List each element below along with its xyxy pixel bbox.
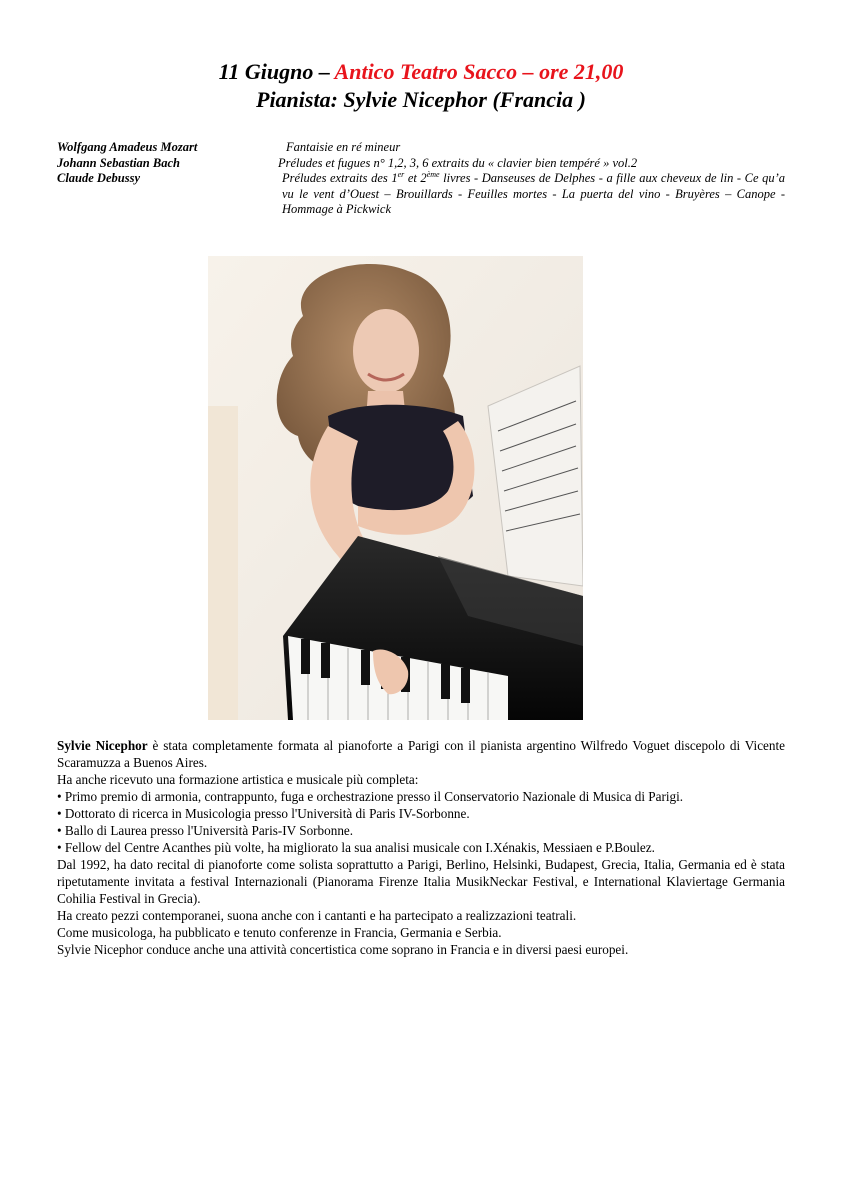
bio-line: Dal 1992, ha dato recital di pianoforte come solista soprattutto a Parigi, Berlino, Helsinki, Budapest, Grecia, Italia, Germania ed è stata ripetutamente invitata a festival Internazionali (Pianorama Firenze Italia MusikNeckar Festival, e International Klaviertage Germania Cohilia Festival in Grecia). (57, 857, 785, 906)
bio-line: • Primo premio di armonia, contrappunto, fuga e orchestrazione presso il Conservatorio Nazionale di Musica di Parigi. (57, 789, 684, 804)
work-title: Fantaisie en ré mineur (286, 140, 401, 154)
bio-line: Sylvie Nicephor conduce anche una attività concertistica come soprano in Francia e in diversi paesi europei. (57, 942, 629, 957)
program-list (57, 140, 785, 218)
composer-name: Johann Sebastian Bach (57, 155, 180, 170)
biography (57, 737, 785, 958)
concert-date: 11 Giugno – (218, 59, 335, 84)
bio-line: Come musicologa, ha pubblicato e tenuto conferenze in Francia, Germania e Serbia. (57, 925, 502, 940)
composer-name: Wolfgang Amadeus Mozart (57, 140, 198, 154)
bio-line: Ha creato pezzi contemporanei, suona anche con i cantanti e ha partecipato a realizzazioni teatrali. (57, 908, 577, 923)
composer-name: Claude Debussy (57, 171, 140, 185)
bio-intro: Sylvie Nicephor è stata completamente formata al pianoforte a Parigi con il pianista argentino Wilfredo Voguet discepolo di Vicente Scaramuzza a Buenos Aires. (57, 738, 786, 770)
bio-line: • Fellow del Centre Acanthes più volte, ha migliorato la sua analisi musicale con I.Xénakis, Messiaen e P.Boulez. (57, 840, 655, 855)
date-line (0, 58, 842, 86)
bio-name: Sylvie Nicephor (57, 738, 148, 753)
pianist-subtitle: Pianista: Sylvie Nicephor (Francia ) (256, 87, 586, 112)
work-title: Préludes extraits des 1er et 2ème livres - Danseuses de Delphes - a fille aux cheveux de lin - Ce qu’a vu le vent d’Ouest – Brouillards - Feuilles mortes - La puerta del vino - Bruyères – Canope - Hommage à Pickwick (282, 169, 786, 216)
bio-line: Ha anche ricevuto una formazione artistica e musicale più completa: (57, 772, 419, 787)
venue-time: Antico Teatro Sacco – ore 21,00 (334, 59, 624, 84)
program-row-mozart (57, 140, 785, 156)
bio-line: • Ballo di Laurea presso l'Università Paris-IV Sorbonne. (57, 823, 354, 838)
program-row-bach (57, 156, 785, 172)
program-row-debussy (57, 171, 785, 218)
bio-line: • Dottorato di ricerca in Musicologia presso l'Università di Paris IV-Sorbonne. (57, 806, 470, 821)
pianist-photo (208, 256, 583, 720)
work-title: Préludes et fugues n° 1,2, 3, 6 extraits du « clavier bien tempéré » vol.2 (278, 155, 638, 170)
concert-header (0, 58, 842, 114)
